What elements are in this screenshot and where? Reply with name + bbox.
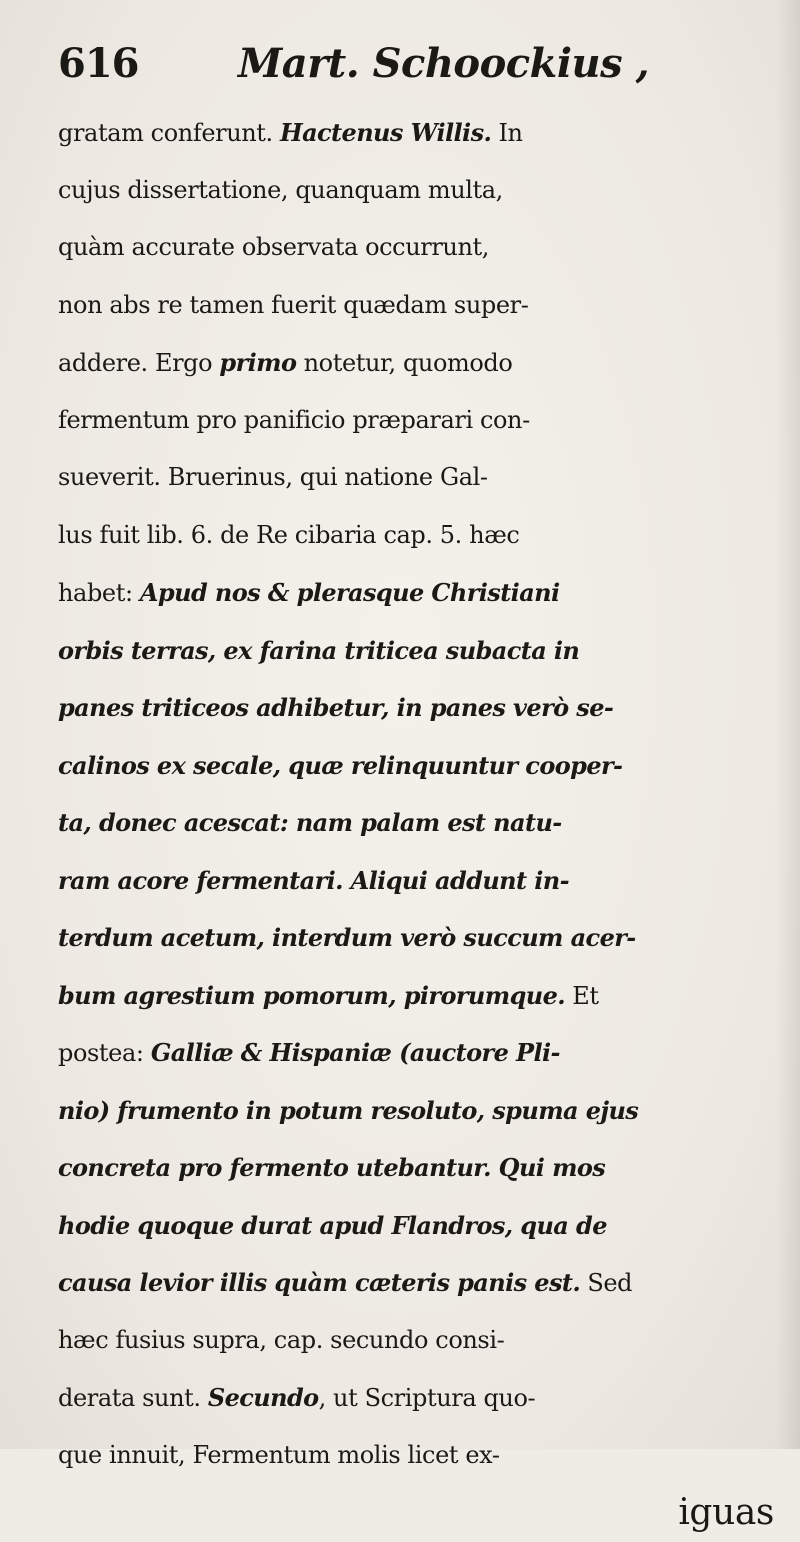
text-line <box>58 622 788 680</box>
text-line <box>58 277 788 335</box>
text-line <box>58 219 788 277</box>
text-line <box>58 1312 788 1370</box>
italic-segment: panes triticeos adhibetur, in panes verò se- <box>58 693 614 722</box>
italic-segment: ram acore fermentari. Aliqui addunt in- <box>58 865 569 895</box>
roman-segment: Et <box>565 981 599 1010</box>
roman-segment: gratam conferunt. <box>58 119 281 147</box>
italic-segment: nio) frumento in potum resoluto, spuma ejus <box>58 1095 639 1125</box>
roman-segment: sueverit. Bruerinus, qui natione Gal- <box>58 463 488 491</box>
text-line <box>58 737 788 795</box>
italic-segment: orbis terras, ex farina triticea subacta in <box>58 635 580 665</box>
text-line <box>58 967 788 1025</box>
italic-segment: Secundo <box>207 1383 319 1412</box>
italic-segment: Galliæ & Hispaniæ (auctore Pli- <box>150 1038 560 1067</box>
page-number: 616 <box>58 40 139 87</box>
roman-segment: hæc fusius supra, cap. secundo consi- <box>58 1325 505 1354</box>
catchword: iguas <box>678 1492 774 1533</box>
text-line <box>58 794 788 852</box>
text-line <box>58 1024 788 1082</box>
roman-segment: habet: <box>58 579 140 607</box>
roman-segment: addere. Ergo <box>58 349 220 377</box>
italic-segment: ta, donec acescat: nam palam est natu- <box>58 808 562 837</box>
roman-segment: In <box>491 119 523 147</box>
text-line <box>58 1369 788 1427</box>
text-line <box>58 1254 788 1312</box>
text-line <box>58 334 788 392</box>
italic-segment: primo <box>219 348 297 377</box>
text-line <box>58 564 788 622</box>
italic-segment: calinos ex secale, quæ relinquuntur cooper- <box>58 750 623 780</box>
italic-segment: Apud nos & plerasque Christiani <box>139 578 560 607</box>
text-line <box>58 852 788 910</box>
text-line <box>58 1197 788 1255</box>
roman-segment: postea: <box>58 1039 151 1067</box>
italic-segment: bum agrestium pomorum, pirorumque. <box>58 980 566 1010</box>
italic-segment: terdum acetum, interdum verò succum acer- <box>58 923 636 952</box>
italic-segment: Hactenus Willis. <box>280 118 492 147</box>
text-line <box>58 104 788 162</box>
italic-segment: concreta pro fermento utebantur. Qui mos <box>58 1153 606 1182</box>
italic-segment: causa levior illis quàm cæteris panis est. <box>58 1268 581 1297</box>
roman-segment: , ut Scriptura quo- <box>318 1384 536 1412</box>
text-line <box>58 1427 788 1485</box>
roman-segment: fermentum pro panificio præparari con- <box>58 405 530 434</box>
text-line <box>58 392 788 450</box>
roman-segment: quàm accurate observata occurrunt, <box>58 233 489 261</box>
text-line <box>58 909 788 967</box>
roman-segment: notetur, quomodo <box>296 349 513 377</box>
text-line <box>58 507 788 565</box>
text-line <box>58 1139 788 1197</box>
body-text <box>58 104 788 1542</box>
italic-segment: hodie quoque durat apud Flandros, qua de <box>58 1210 607 1240</box>
roman-segment: lus fuit lib. 6. de Re cibaria cap. 5. hæc <box>58 520 520 549</box>
roman-segment: Sed <box>580 1269 633 1297</box>
roman-segment: cujus dissertatione, quanquam multa, <box>58 175 503 204</box>
text-line <box>58 1082 788 1140</box>
text-line <box>58 162 788 220</box>
page-header <box>58 40 778 100</box>
roman-segment: derata sunt. <box>58 1384 208 1412</box>
roman-segment: non abs re tamen fuerit quædam super- <box>58 290 529 319</box>
roman-segment: que innuit, Fermentum molis licet ex- <box>58 1440 500 1469</box>
running-title: Mart. Schoockius , <box>238 40 649 87</box>
text-line <box>58 449 788 507</box>
text-line <box>58 679 788 737</box>
